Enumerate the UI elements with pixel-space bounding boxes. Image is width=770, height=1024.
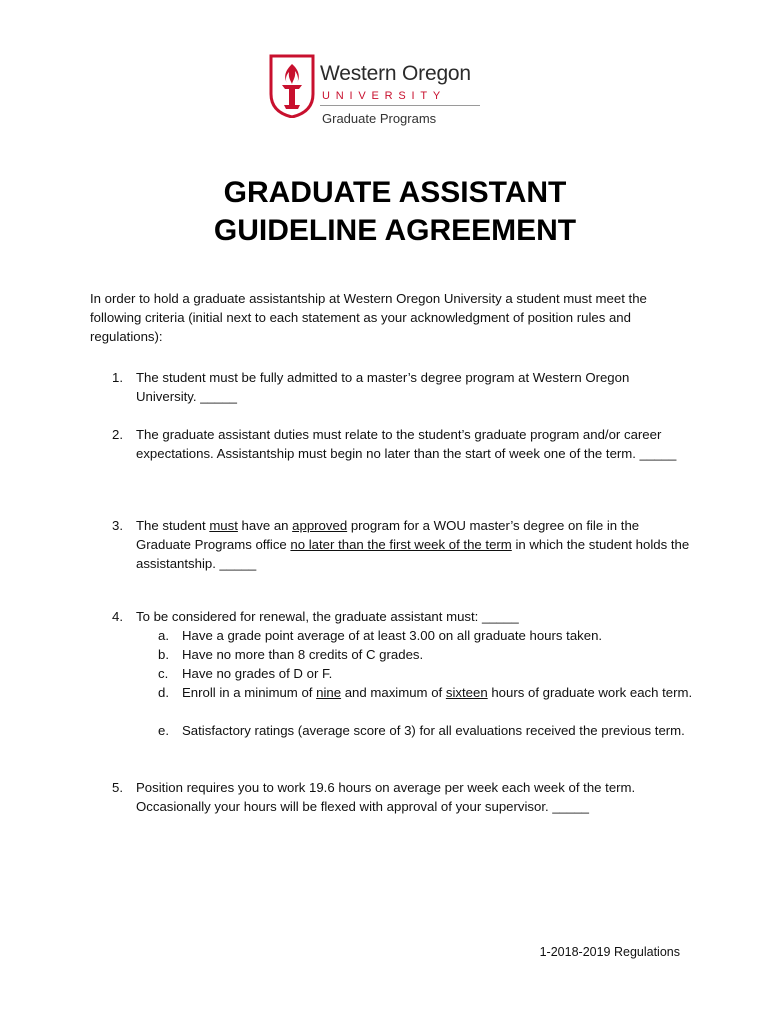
list-item: [112, 516, 692, 574]
item-number: 3.: [112, 518, 123, 533]
title-line-2: GUIDELINE AGREEMENT: [213, 214, 577, 247]
sub-item-text: Have a grade point average of at least 3.00 on all graduate hours taken.: [182, 628, 603, 643]
sub-item-letter: b.: [158, 647, 169, 662]
document-title: [0, 174, 770, 250]
torch-logo-icon: [268, 54, 316, 118]
intro-paragraph: In order to hold a graduate assistantship at Western Oregon University a student must meet the following criteria (initial next to each statement as your acknowledgment of position rules and regulations):: [90, 291, 647, 345]
item-text: To be considered for renewal, the graduate assistant must: _____: [136, 609, 519, 624]
list-item: [112, 425, 692, 463]
item-text-part: program for a WOU master’s degree on file in the Graduate Programs office: [136, 518, 640, 553]
logo-university: UNIVERSITY: [322, 90, 447, 102]
underlined-sixteen: sixteen: [445, 685, 488, 700]
item-text: The student must be fully admitted to a master’s degree program at Western Oregon University. _____: [136, 370, 630, 405]
sub-item-letter: d.: [158, 685, 169, 700]
list-item: [112, 778, 692, 816]
sub-item-text-part: Enroll in a minimum of: [182, 685, 317, 700]
item-text: The graduate assistant duties must relate to the student’s graduate program and/or career expectations. Assistantship must begin no later than the start of week one of the term. _____: [136, 427, 677, 462]
sub-item-text: Have no grades of D or F.: [182, 666, 333, 681]
sub-item-text-part: hours of graduate work each term.: [487, 685, 693, 700]
university-logo: [268, 54, 488, 130]
sub-list-item: [158, 683, 698, 702]
sub-item-text: Have no more than 8 credits of C grades.: [182, 647, 424, 662]
sub-list-item: [158, 645, 698, 664]
underlined-deadline: no later than the first week of the term: [290, 537, 512, 553]
underlined-nine: nine: [316, 685, 342, 700]
underlined-must: must: [209, 518, 238, 533]
item-number: 4.: [112, 609, 123, 624]
logo-name: Western Oregon: [320, 62, 471, 85]
underlined-approved: approved: [292, 518, 348, 533]
sub-list-item: [158, 721, 698, 740]
title-line-1: GRADUATE ASSISTANT: [223, 176, 567, 209]
sub-list-item: [158, 626, 698, 645]
item-text-part: The student: [136, 518, 210, 533]
logo-subtitle: Graduate Programs: [322, 111, 437, 126]
item-text: [136, 516, 692, 574]
sub-item-letter: e.: [158, 723, 169, 738]
list-item: [112, 607, 692, 626]
list-item: [112, 368, 692, 406]
footer-regulations: 1-2018-2019 Regulations: [539, 945, 680, 959]
sub-item-letter: a.: [158, 628, 169, 643]
sub-item-text: Satisfactory ratings (average score of 3) for all evaluations received the previous term.: [182, 723, 685, 738]
sub-item-text-part: and maximum of: [341, 685, 446, 700]
sub-list-item: [158, 664, 698, 683]
item-text-part: have an: [237, 518, 293, 533]
sub-item-text: [182, 683, 698, 702]
sub-item-letter: c.: [158, 666, 169, 681]
item-number: 1.: [112, 370, 123, 385]
item-text: Position requires you to work 19.6 hours on average per week each week of the term. Occasionally your hours will be flexed with approval of your supervisor. _____: [136, 780, 636, 815]
logo-divider: [320, 105, 480, 106]
item-number: 2.: [112, 427, 123, 442]
item-text-part: in which the student holds the assistantship. _____: [136, 537, 690, 572]
item-number: 5.: [112, 780, 123, 795]
